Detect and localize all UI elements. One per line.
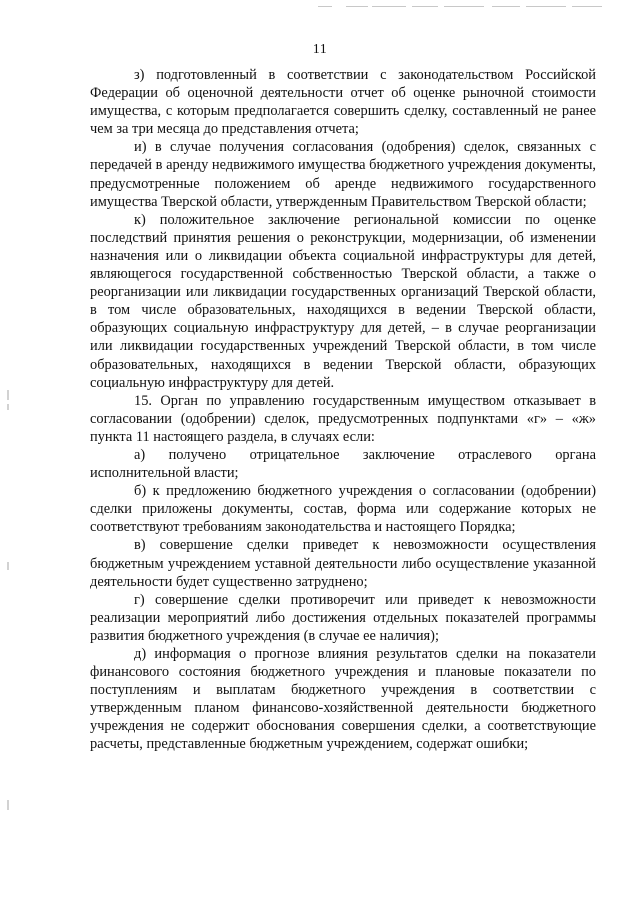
- document-body: [90, 66, 596, 754]
- scan-artifact: [7, 390, 9, 400]
- paragraph-15-refusal-grounds: 15. Орган по управлению государственным имуществом отказывает в согласовании (одобрении) сделок, предусмотренных подпунктами «г» – «ж» пункта 11 настоящего раздела, в случаях если:: [90, 392, 596, 445]
- paragraph-k-commission-conclusion: к) положительное заключение региональной комиссии по оценке последствий принятия решения о реконструкции, модернизации, об изменении назначения или о ликвидации объекта социальной инфраструктуры для детей, являющегося государственной собственностью Тверской области, а также о реорганизации или ликвидации государственных организаций Тверской области, в том числе образовательных, находящихся в ведении Тверской области, образующих социальную инфраструктуру для детей, – в случае реорганизации или ликвидации государственных учреждений Тверской области, в том числе образовательных, находящихся в ведении Тверской области, образующих социальную инфраструктуру для детей.: [90, 211, 596, 391]
- scan-artifact: [318, 6, 332, 7]
- scan-artifact: [444, 6, 484, 7]
- scan-artifact: [7, 800, 9, 810]
- paragraph-b-documents-mismatch: б) к предложению бюджетного учреждения о согласовании (одобрении) сделки приложены документы, состав, форма или содержание которых не соответствуют требованиям законодательства и настоящего Порядка;: [90, 483, 596, 536]
- scan-artifact: [572, 6, 602, 7]
- page-number: 11: [312, 42, 328, 57]
- paragraph-v-statutory-activity: в) совершение сделки приведет к невозможности осуществления бюджетным учреждением уставной деятельности либо осуществление указанной деятельности будет существенно затруднено;: [90, 537, 596, 590]
- paragraph-d-financial-forecast: д) информация о прогнозе влияния результатов сделки на показатели финансового состояния бюджетного учреждения и плановые показатели по поступлениям и выплатам бюджетного учреждения в соответствии с утвержденным планом финансово-хозяйственной деятельности бюджетного учреждения не содержит обоснования совершения сделки, а соответствующие расчеты, представленные бюджетным учреждением, содержат ошибки;: [90, 646, 596, 753]
- scan-artifact: [526, 6, 566, 7]
- paragraph-i-lease-documents: и) в случае получения согласования (одобрения) сделок, связанных с передачей в аренду недвижимого имущества бюджетного учреждения документы, предусмотренные положением об аренде недвижимого государственного имущества Тверской области, утвержденным Правительством Тверской области;: [90, 139, 596, 210]
- scan-artifact: [7, 404, 9, 410]
- scan-artifact: [412, 6, 438, 7]
- scan-artifact: [372, 6, 406, 7]
- scan-artifact: [346, 6, 368, 7]
- scan-artifact: [492, 6, 520, 7]
- paragraph-a-negative-conclusion: а) получено отрицательное заключение отраслевого органа исполнительной власти;: [90, 446, 596, 482]
- scan-artifact: [7, 562, 9, 570]
- paragraph-g-development-program: г) совершение сделки противоречит или приведет к невозможности реализации мероприятий либо достижения отдельных показателей программы развития бюджетного учреждения (в случае ее наличия);: [90, 591, 596, 644]
- paragraph-z-valuation-report: з) подготовленный в соответствии с законодательством Российской Федерации об оценочной деятельности отчет об оценке рыночной стоимости имущества, с которым предполагается совершить сделку, составленный не ранее чем за три месяца до представления отчета;: [90, 67, 596, 138]
